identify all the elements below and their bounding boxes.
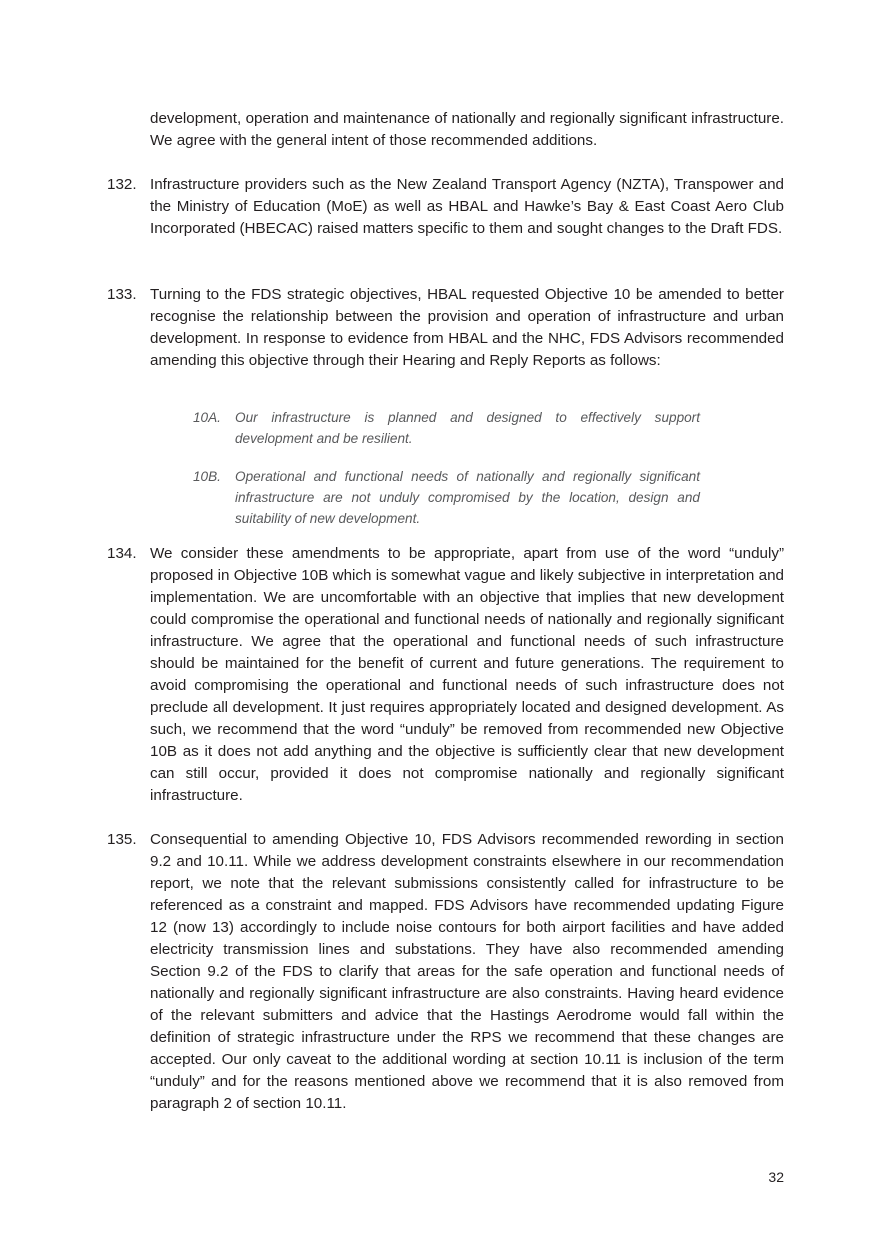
objective-10b: Operational and functional needs of nationally and regionally significant infrastructure are not unduly compromised by the location, design and suitability of new development. xyxy=(235,469,700,526)
paragraph-number: 133. xyxy=(107,286,137,303)
paragraph-135: Consequential to amending Objective 10, FDS Advisors recommended rewording in section 9.2 and 10.11. While we address development constraints elsewhere in our recommendation report, we note that the relevant submissions consistently called for infrastructure to be referenced as a constraint and mapped. FDS Advisors have recommended updating Figure 12 (now 13) accordingly to include noise contours for both airport facilities and have added electricity transmission lines and substations. They have also recommended amending Section 9.2 of the FDS to clarify that areas for the safe operation and functional needs of nationally and regionally significant infrastructure are also constraints. Having heard evidence of the relevant submitters and advice that the Hastings Aerodrome would fall within the definition of strategic infrastructure under the RPS we recommend that these changes are accepted. Our only caveat to the additional wording at section 10.11 is inclusion of the term “unduly” and for the reasons mentioned above we recommend that it is also removed from paragraph 2 of section 10.11. xyxy=(150,831,784,1112)
paragraph-number: 135. xyxy=(107,831,137,848)
paragraph-134: We consider these amendments to be appropriate, apart from use of the word “unduly” proposed in Objective 10B which is somewhat vague and likely subjective in interpretation and implementation. We are uncomfortable with an objective that implies that new development could compromise the operational and functional needs of nationally and regionally significant infrastructure. We agree that the operational and functional needs of such infrastructure should be maintained for the benefit of current and future generations. The requirement to avoid compromising the operational and functional needs of such infrastructure does not preclude all development. It just requires appropriately located and designed development. As such, we recommend that the word “unduly” be removed from recommended new Objective 10B as it does not add anything and the objective is sufficiently clear that new development can still occur, provided it does not compromise nationally and regionally significant infrastructure. xyxy=(150,545,784,804)
page-number: 32 xyxy=(768,1169,784,1185)
objective-number: 10A. xyxy=(193,410,221,425)
paragraph-number: 134. xyxy=(107,545,137,562)
paragraph-132: Infrastructure providers such as the New Zealand Transport Agency (NZTA), Transpower and the Ministry of Education (MoE) as well as HBAL and Hawke’s Bay & East Coast Aero Club Incorporated (HBECAC) raised matters specific to them and sought changes to the Draft FDS. xyxy=(150,176,784,237)
continued-paragraph: development, operation and maintenance of nationally and regionally significant infrastructure. We agree with the general intent of those recommended additions. xyxy=(150,110,784,149)
objective-10a: Our infrastructure is planned and designed to effectively support development and be resilient. xyxy=(235,410,700,446)
objective-number: 10B. xyxy=(193,469,221,484)
paragraph-133: Turning to the FDS strategic objectives, HBAL requested Objective 10 be amended to better recognise the relationship between the provision and operation of infrastructure and urban development. In response to evidence from HBAL and the NHC, FDS Advisors recommended amending this objective through their Hearing and Reply Reports as follows: xyxy=(150,286,784,369)
paragraph-number: 132. xyxy=(107,176,137,193)
